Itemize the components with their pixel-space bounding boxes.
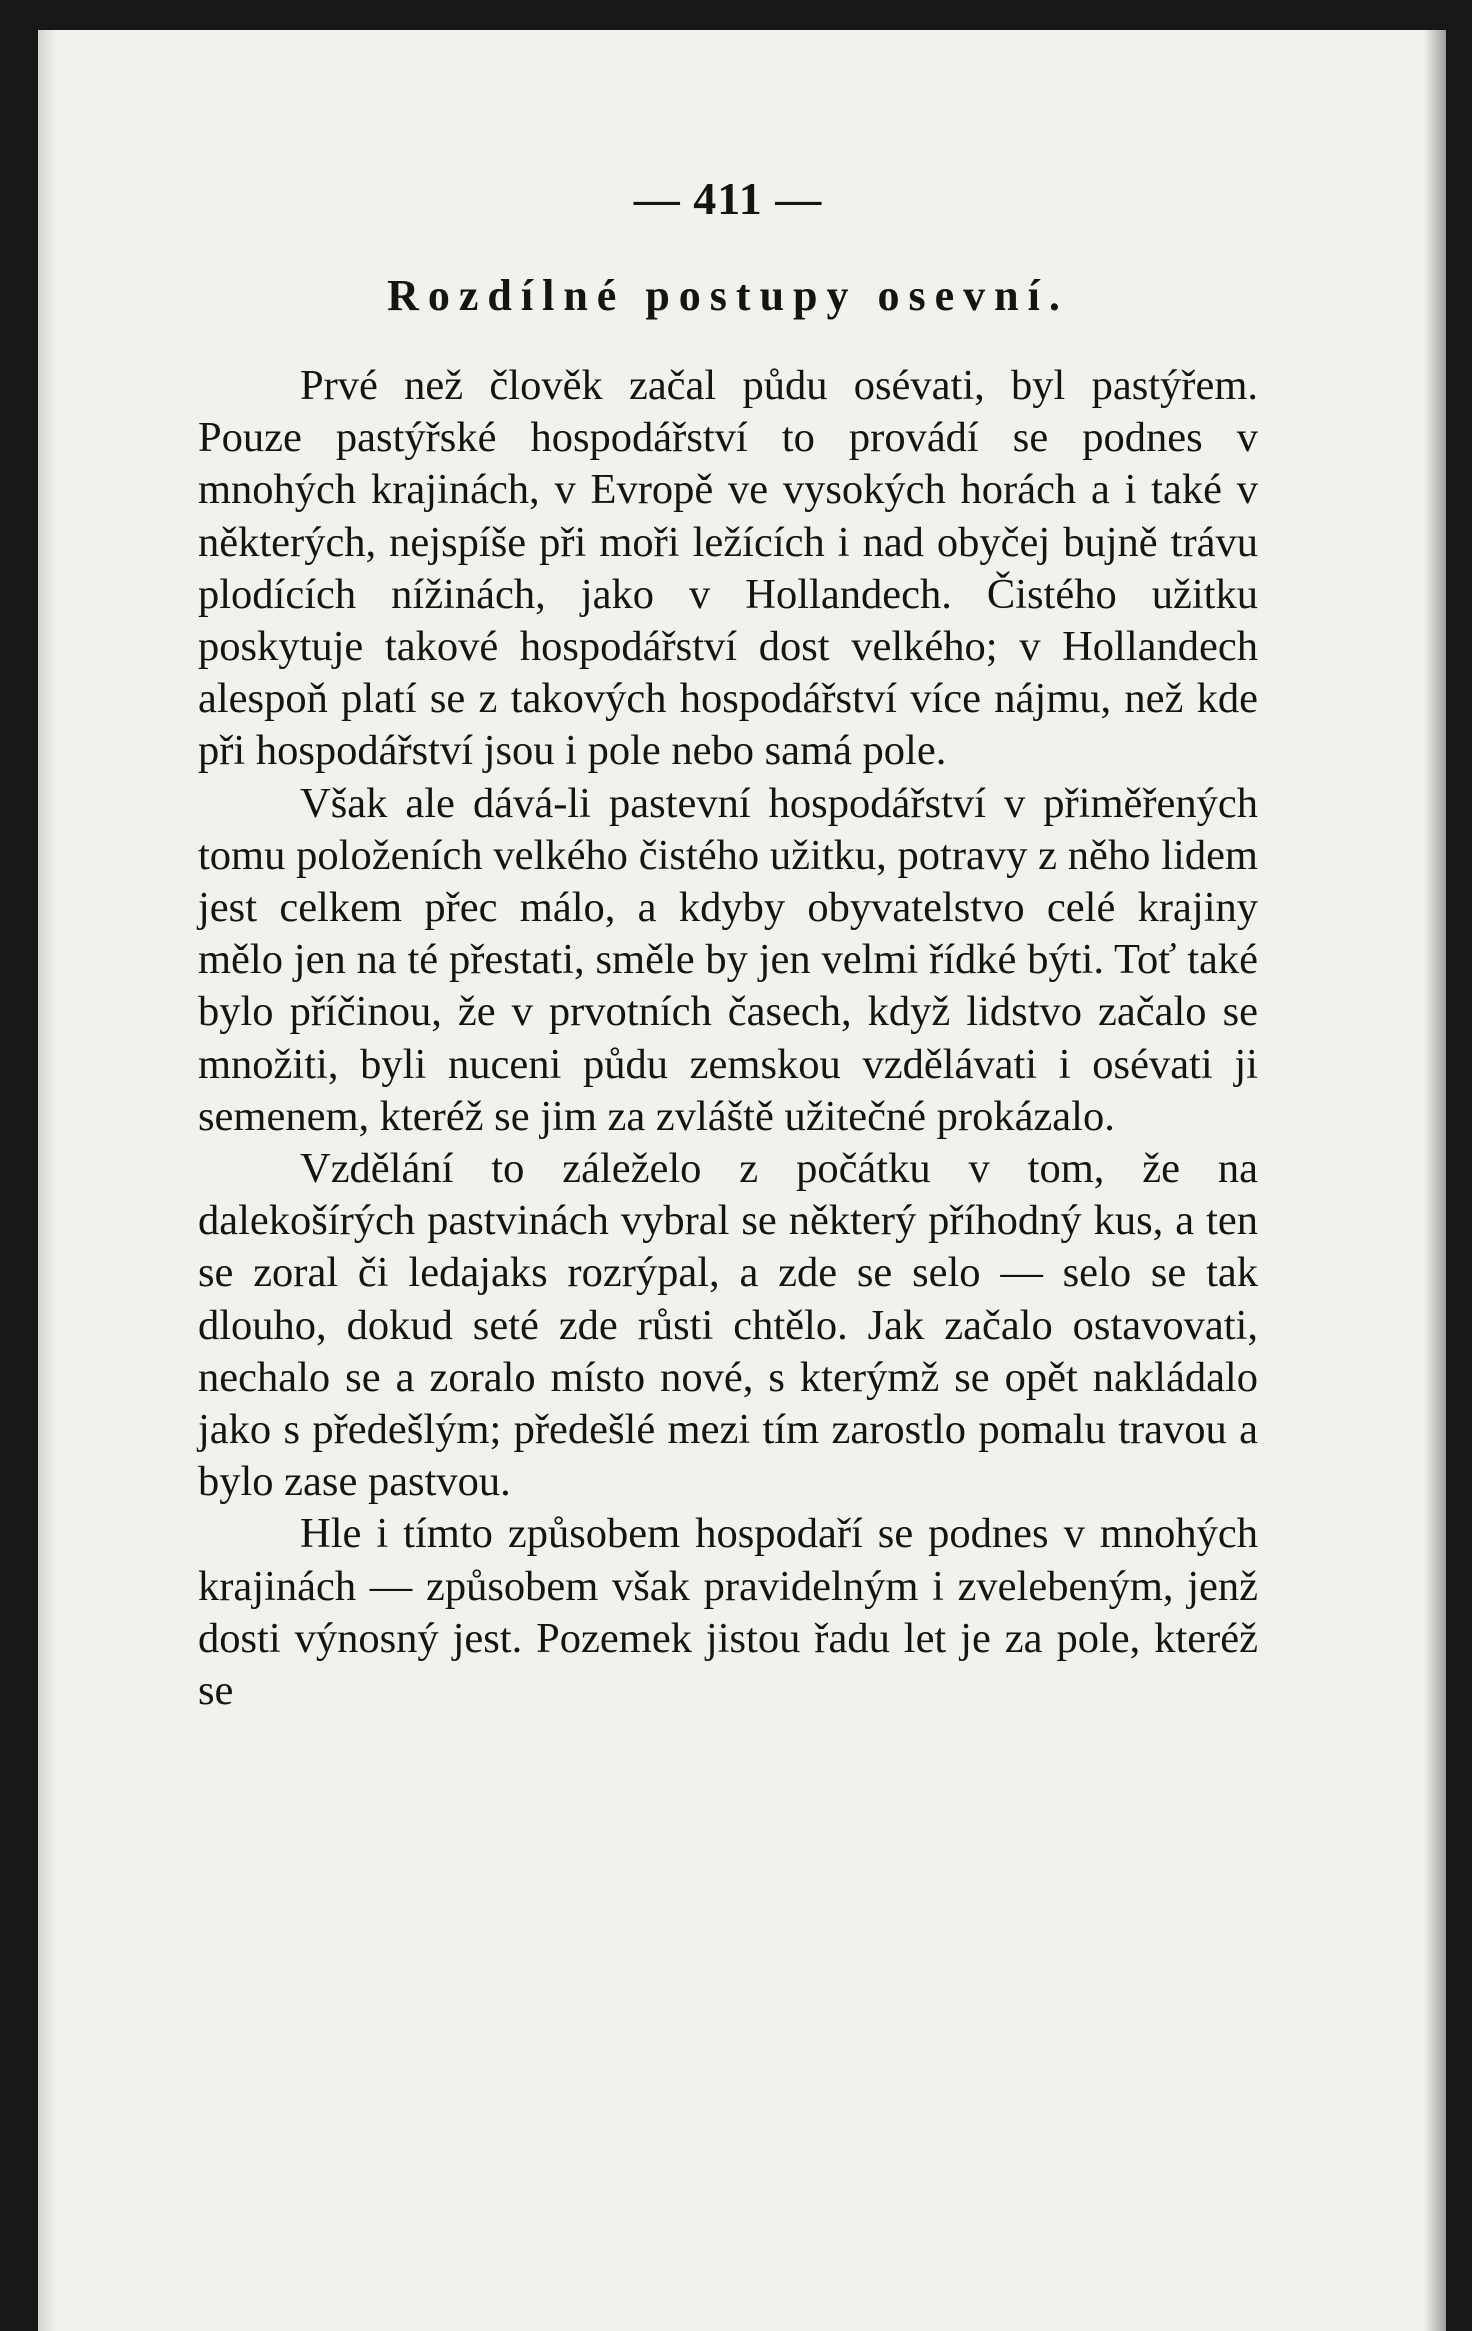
page-edge-shadow — [1424, 30, 1446, 2331]
page-text — [198, 170, 1258, 1717]
page-number: — 411 — — [633, 173, 823, 224]
paragraph-1: Prvé než člověk začal půdu osévati, byl pastýřem. Pouze pastýřské hospodářství to provádí se podnes v mnohých krajinách, v Evropě ve vysokých horách a i také v některých, nejspíše při moři ležících i nad obyčej bujně trávu plodících nížinách, jako v Hollandech. Čistého užitku poskytuje takové hospodářství dost velkého; v Hollandech alespoň platí se z takových hospodářství více nájmu, než kde při hospodářství jsou i pole nebo samá pole. — [198, 362, 1258, 775]
paragraph-2: Však ale dává-li pastevní hospodářství v přiměřených tomu položeních velkého čistého užitku, potravy z něho lidem jest celkem přec málo, a kdyby obyvatelstvo celé krajiny mělo jen na té přestati, směle by jen velmi řídké býti. Toť také bylo příčinou, že v prvotních časech, když lidstvo začalo se množiti, byli nuceni půdu zemskou vzdělávati i osévati ji semenem, kteréž se jim za zvláště užitečné prokázalo. — [198, 779, 1258, 1140]
paragraph-4: Hle i tímto způsobem hospodaří se podnes v mnohých krajinách — způsobem však pravidelným i zvelebeným, jenž dosti výnosný jest. Pozemek jistou řadu let je za pole, kteréž se — [198, 1510, 1258, 1715]
paragraph-3: Vzdělání to záleželo z počátku v tom, že na dalekošírých pastvinách vybral se některý příhodný kus, a ten se zoral či ledajaks rozrýpal, a zde se selo — selo se tak dlouho, dokud seté zde růsti chtělo. Jak začalo ostavovati, nechalo se a zoralo místo nové, s kterýmž se opět nakládalo jako s předešlým; předešlé mezi tím zarostlo pomalu travou a bylo zase pastvou. — [198, 1145, 1258, 1506]
book-page — [38, 30, 1446, 2331]
page-gutter-shadow — [38, 30, 56, 2331]
section-heading: Rozdílné postupy osevní. — [387, 271, 1069, 320]
